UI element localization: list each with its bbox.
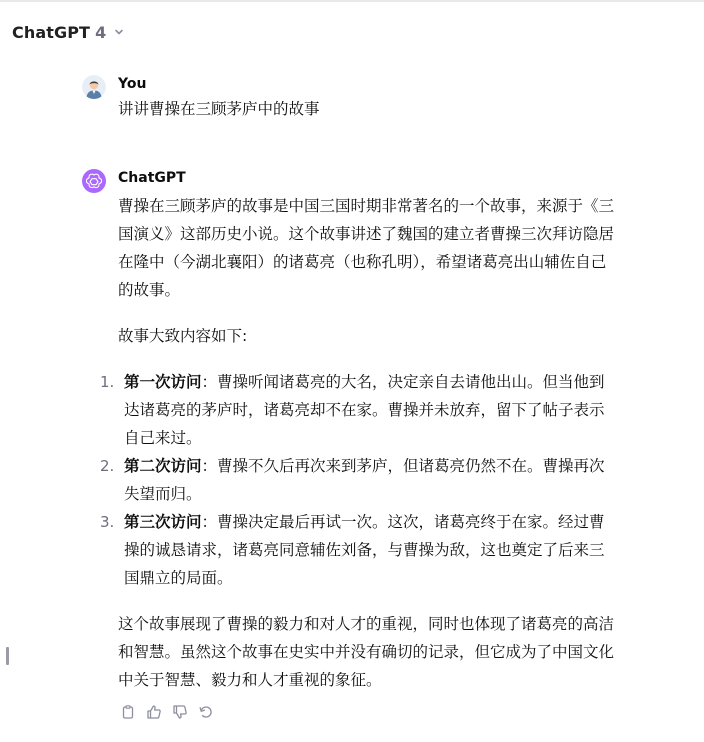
user-message [82, 74, 642, 134]
list-item [100, 508, 642, 592]
conclusion-line: 这个故事展现了曹操的毅力和对人才的重视，同时也体现了诸葛亮的高洁 [118, 615, 615, 633]
step-line: 国鼎立的局面。 [124, 569, 233, 587]
step-line: ：曹操听闻诸葛亮的大名，决定亲自去请他出山。但当他到 [201, 373, 605, 391]
intro-paragraph [118, 192, 642, 304]
intro-line: 曹操在三顾茅庐的故事是中国三国时期非常著名的一个故事，来源于《三 [118, 197, 615, 215]
list-number: 2. [100, 457, 115, 475]
step-line: ：曹操决定最后再试一次。这次，诸葛亮终于在家。经过曹 [201, 513, 605, 531]
step-line: ：曹操不久后再次来到茅庐，但诸葛亮仍然不在。曹操再次 [201, 457, 605, 475]
conclusion-paragraph [118, 610, 642, 694]
step-title: 第一次访问 [124, 373, 202, 391]
user-message-text: 讲讲曹操在三顾茅庐中的故事 [118, 100, 320, 118]
assistant-message [82, 168, 642, 738]
assistant-message-body [100, 192, 642, 694]
summary-heading: 故事大致内容如下: [118, 327, 248, 345]
openai-logo-icon [86, 173, 102, 189]
copy-button[interactable] [118, 702, 138, 722]
user-avatar-icon [82, 75, 106, 99]
model-version: 4 [95, 22, 107, 42]
list-item [100, 452, 642, 508]
thumbs-up-button[interactable] [144, 702, 164, 722]
intro-line: 的故事。 [118, 281, 181, 299]
user-author-name: You [118, 76, 147, 92]
chevron-down-icon [113, 26, 125, 38]
scrollbar-marker[interactable] [6, 647, 9, 665]
regenerate-icon [198, 704, 214, 720]
step-line: 达诸葛亮的茅庐时，诸葛亮却不在家。曹操并未放弃，留下了帖子表示 [124, 401, 605, 419]
step-line: 自己来过。 [124, 429, 202, 447]
conclusion-line: 和智慧。虽然这个故事在史实中并没有确切的记录，但它成为了中国文化 [118, 643, 615, 661]
step-line: 失望而归。 [124, 485, 202, 503]
list-item [100, 368, 642, 452]
conclusion-line: 中关于智慧、毅力和人才重视的象征。 [118, 671, 382, 689]
intro-line: 在隆中（今湖北襄阳）的诸葛亮（也称孔明），希望诸葛亮出山辅佐自己 [118, 253, 607, 271]
intro-line: 国演义》这部历史小说。这个故事讲述了魏国的建立者曹操三次拜访隐居 [118, 225, 615, 243]
step-title: 第三次访问 [124, 513, 202, 531]
model-title: ChatGPT [12, 22, 91, 42]
list-number: 1. [100, 373, 115, 391]
regenerate-button[interactable] [196, 702, 216, 722]
top-border [0, 0, 704, 2]
copy-icon [120, 704, 136, 720]
message-actions [118, 702, 216, 722]
list-number: 3. [100, 513, 115, 531]
story-steps-list [100, 368, 642, 592]
thumbs-down-button[interactable] [170, 702, 190, 722]
thumbs-up-icon [146, 704, 162, 720]
thumbs-down-icon [172, 704, 188, 720]
assistant-avatar [82, 169, 106, 193]
step-line: 操的诚恳请求，诸葛亮同意辅佐刘备，与曹操为敌，这也奠定了后来三 [124, 541, 605, 559]
assistant-author-name: ChatGPT [118, 170, 186, 186]
user-avatar [82, 75, 106, 99]
step-title: 第二次访问 [124, 457, 202, 475]
model-selector[interactable] [12, 20, 125, 44]
